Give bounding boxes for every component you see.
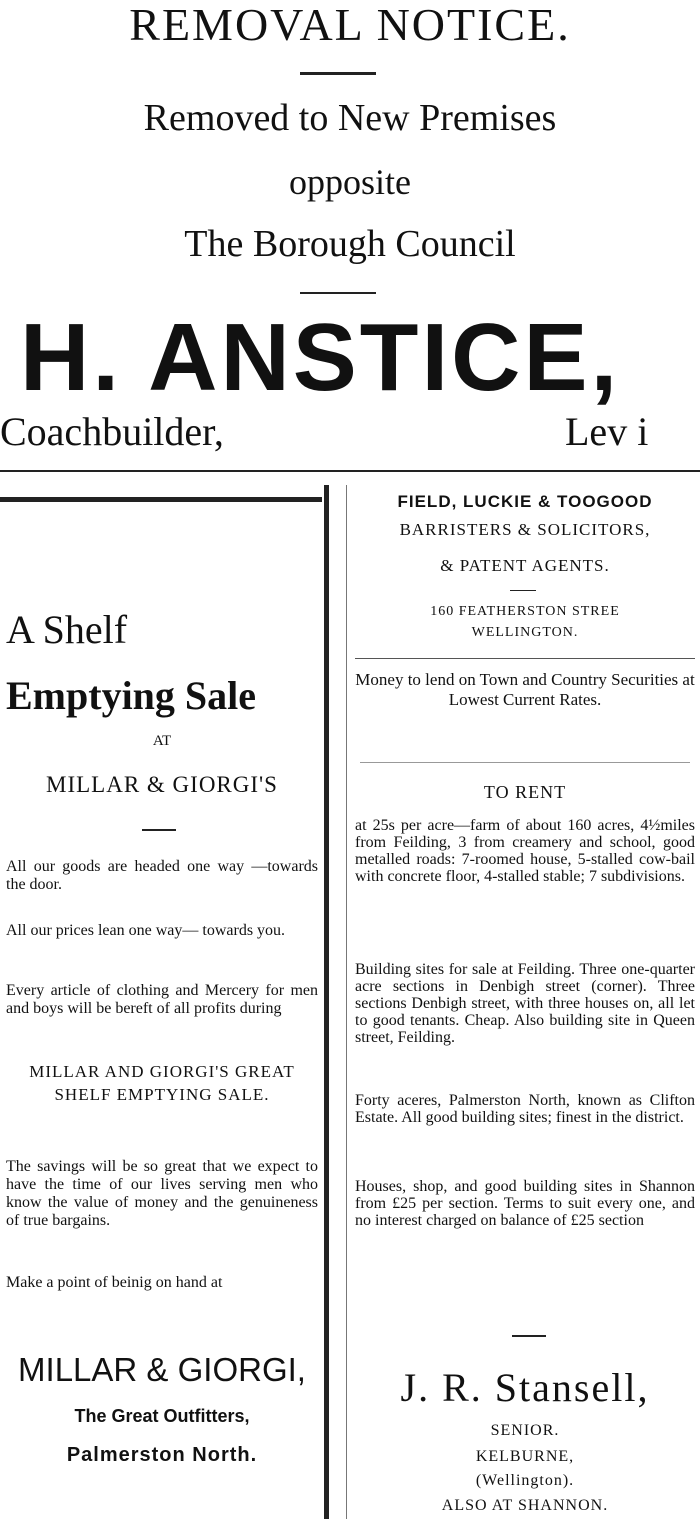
sale-paragraph: Every article of clothing and Mercery for men and boys will be bereft of all profits during xyxy=(6,982,318,1017)
rent-paragraph: Houses, shop, and good building sites in Shannon from £25 per section. Terms to suit every one, and no interest charged on balance of £25 section xyxy=(355,1178,695,1229)
left-top-rule xyxy=(0,497,322,502)
law-firm-role: BARRISTERS & SOLICITORS, xyxy=(399,520,651,539)
sale-paragraph: All our goods are headed one way —towards the door. xyxy=(6,858,318,893)
rent-paragraph: Building sites for sale at Feilding. Three one-quarter acre sections in Denbigh street (corner). Three sections Denbigh street, with three houses on, all let to good tenants. Cheap. Also building site in Queen street, Feilding. xyxy=(355,961,695,1046)
money-to-lend: Money to lend on Town and Country Securities at Lowest Current Rates. xyxy=(355,670,695,709)
column-rule-main xyxy=(324,485,329,1519)
sale-headline-2: Emptying Sale xyxy=(6,673,257,718)
rent-paragraph: Forty aceres, Palmerston North, known as Clifton Estate. All good building sites; finest in the district. xyxy=(355,1092,695,1126)
divider xyxy=(142,829,176,831)
sale-paragraph: The savings will be so great that we expect to have the time of our lives serving men who know the value of money and the genuineness of true bargains. xyxy=(6,1158,318,1229)
divider xyxy=(512,1335,546,1337)
section-rule xyxy=(0,470,700,472)
agent-detail: (Wellington). xyxy=(475,1472,575,1489)
to-rent-heading: TO RENT xyxy=(483,782,567,802)
business-town: Lev i xyxy=(565,409,649,454)
business-trade: Coachbuilder, xyxy=(0,409,224,454)
divider xyxy=(510,590,536,591)
shop-name: MILLAR & GIORGI, xyxy=(18,1351,306,1388)
business-name: H. ANSTICE, xyxy=(20,304,621,411)
removal-line-1: Removed to New Premises xyxy=(143,97,557,139)
sale-paragraph: All our prices lean one way— towards you. xyxy=(6,922,286,939)
divider xyxy=(355,658,695,659)
divider xyxy=(360,762,690,763)
sale-paragraph: Make a point of beinig on hand at xyxy=(6,1274,223,1291)
rent-paragraph: at 25s per acre—farm of about 160 acres, 4½miles from Feilding, 3 from creamery and school, good metalled roads: 7-roomed house, 5-stalled cow-bail with concrete floor, 4-stalled stable; 7 subdivisions. xyxy=(355,817,695,885)
removal-line-3: The Borough Council xyxy=(184,223,516,265)
sale-headline-1: A Shelf xyxy=(6,607,128,652)
agent-detail: KELBURNE, xyxy=(475,1448,575,1465)
agent-name: J. R. Stansell, xyxy=(400,1365,650,1410)
law-firm-role: & PATENT AGENTS. xyxy=(440,556,610,575)
sale-name: MILLAR AND GIORGI'S GREAT SHELF EMPTYING SALE. xyxy=(29,1062,295,1104)
column-rule-thin xyxy=(346,485,347,1519)
agent-detail: SENIOR. xyxy=(490,1422,560,1439)
law-firm-name: FIELD, LUCKIE & TOOGOOD xyxy=(397,492,653,511)
sale-at: AT xyxy=(152,733,172,749)
shop-tagline: The Great Outfitters, xyxy=(74,1406,250,1426)
sale-shop: MILLAR & GIORGI'S xyxy=(46,772,278,797)
law-firm-city: WELLINGTON. xyxy=(471,625,579,640)
removal-line-2: opposite xyxy=(289,162,411,202)
removal-notice-title: REMOVAL NOTICE. xyxy=(129,0,571,50)
agent-detail: ALSO AT SHANNON. xyxy=(441,1497,609,1514)
shop-location: Palmerston North. xyxy=(66,1444,258,1466)
law-firm-address: 160 FEATHERSTON STREE xyxy=(430,604,620,619)
divider xyxy=(300,72,376,75)
divider xyxy=(300,292,376,294)
